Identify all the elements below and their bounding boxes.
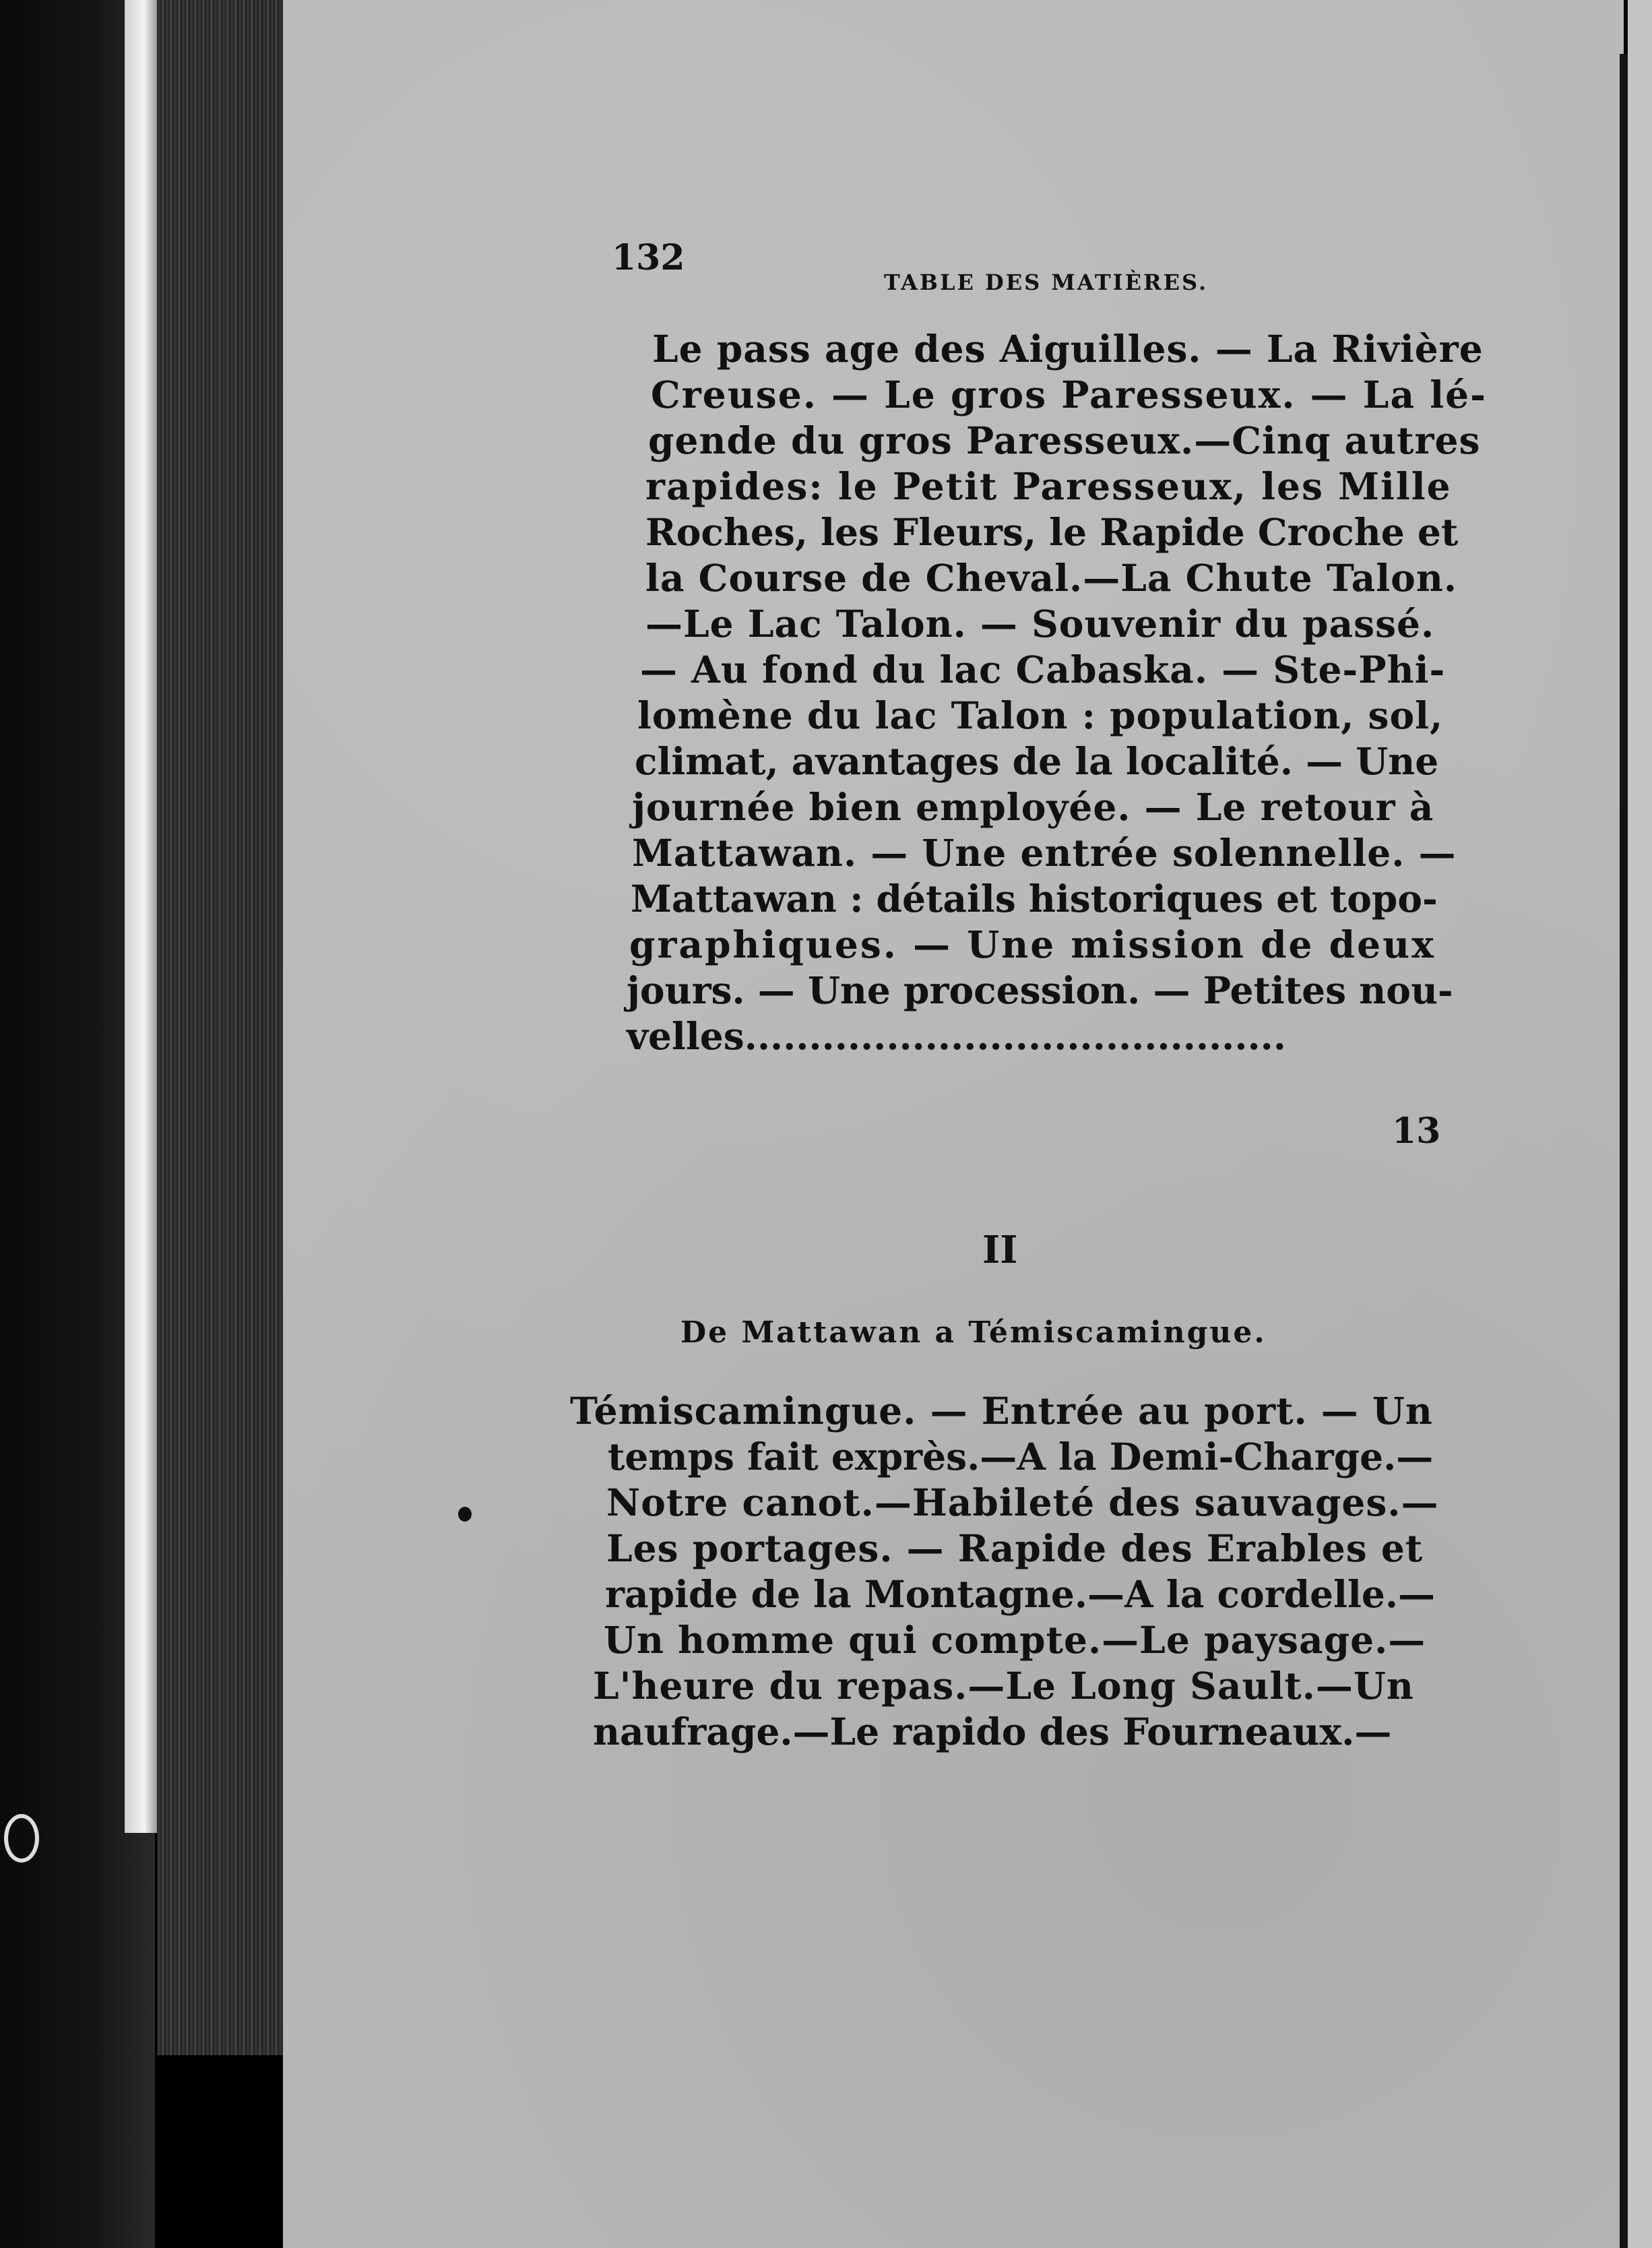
section-one-leader-line: velles.......................................... (627, 1014, 1286, 1058)
book-edge-highlight (125, 0, 157, 1833)
section-one-line: Mattawan. — Une entrée solennelle. — (632, 831, 1457, 875)
section-two-title: De Mattawan a Témiscamingue. (680, 1315, 1267, 1350)
section-one-line: lomène du lac Talon : population, sol, (637, 693, 1444, 737)
section-two-line: Témiscamingue. — Entrée au port. — Un (570, 1389, 1433, 1433)
section-one-line: la Course de Cheval.—La Chute Talon. (645, 556, 1457, 600)
ink-smudge (458, 1507, 472, 1522)
facing-page-edge (1628, 0, 1652, 2248)
section-two-line: Les portages. — Rapide des Erables et (606, 1526, 1424, 1570)
page-stack-edges (157, 0, 292, 2055)
section-two-line: Un homme qui compte.—Le paysage.— (604, 1618, 1426, 1662)
section-roman-numeral: II (982, 1228, 1018, 1272)
section-one-page-ref: 13 (1392, 1111, 1441, 1152)
section-one-line: — Au fond du lac Cabaska. — Ste-Phi- (640, 648, 1446, 691)
section-one-line: graphiques. — Une mission de deux (629, 923, 1436, 966)
section-one-line: journée bien employée. — Le retour à (632, 785, 1434, 829)
section-one-line: Le pass age des Aiguilles. — La Rivière (652, 327, 1484, 371)
running-title: TABLE DES MATIÈRES. (884, 270, 1209, 295)
section-one-line: climat, avantages de la localité. — Une (635, 739, 1439, 783)
page-right-border (1620, 54, 1628, 2248)
page-number: 132 (612, 237, 685, 278)
section-one-line: Creuse. — Le gros Paresseux. — La lé- (651, 373, 1487, 416)
section-one-line: Roches, les Fleurs, le Rapide Croche et (645, 510, 1459, 554)
section-two-line: L'heure du repas.—Le Long Sault.—Un (593, 1664, 1414, 1708)
section-one-line: gende du gros Paresseux.—Cinq autres (648, 418, 1481, 462)
binding-hole-mark (4, 1814, 39, 1863)
section-two-line: rapide de la Montagne.—A la cordelle.— (605, 1572, 1436, 1616)
section-one-line: Mattawan : détails historiques et topo- (631, 877, 1438, 920)
section-two-line: Notre canot.—Habileté des sauvages.— (606, 1480, 1439, 1524)
section-two-line: temps fait exprès.—A la Demi-Charge.— (608, 1435, 1434, 1478)
section-one-line: jours. — Une procession. — Petites nou- (627, 968, 1453, 1012)
section-one-line: rapides: le Petit Paresseux, les Mille (645, 464, 1452, 508)
section-one-line: —Le Lac Talon. — Souvenir du passé. (645, 602, 1435, 646)
section-two-line: naufrage.—Le rapido des Fourneaux.— (593, 1710, 1392, 1753)
